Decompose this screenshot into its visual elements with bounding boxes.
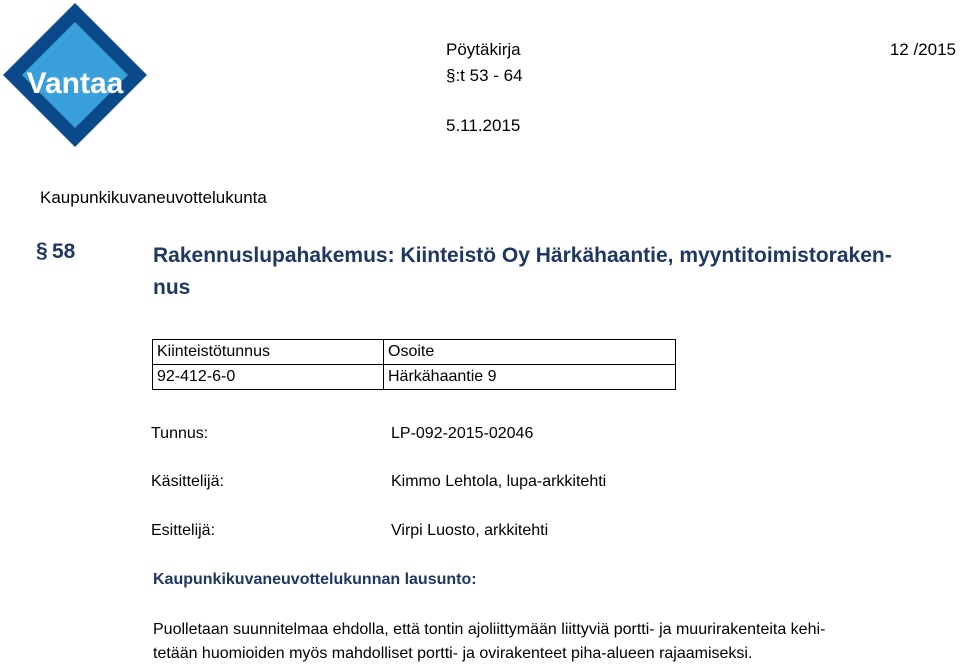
detail-label-esittelija: Esittelijä:: [151, 522, 216, 539]
committee-name: Kaupunkikuvaneuvottelukunta: [40, 188, 267, 207]
meeting-date: 5.11.2015: [446, 116, 521, 135]
section-range: §:t 53 - 64: [446, 66, 523, 85]
detail-value-esittelija: Virpi Luosto, arkkitehti: [391, 522, 549, 539]
detail-value-tunnus: LP-092-2015-02046: [391, 425, 534, 442]
table-header-cell: Osoite: [384, 340, 676, 365]
table-cell: 92-412-6-0: [153, 365, 384, 390]
detail-value-kasittelija: Kimmo Lehtola, lupa-arkkitehti: [391, 473, 607, 490]
document-number: 12 /2015: [889, 40, 956, 59]
table-header-row: [153, 340, 676, 365]
vantaa-logo: [0, 0, 150, 152]
item-title-text: Rakennuslupahakemus: Kiinteistö Oy Härkähaantie, myyntitoimistoraken- nus: [153, 244, 892, 299]
table-header-cell: Kiinteistötunnus: [153, 340, 384, 365]
table-row: [153, 365, 676, 390]
detail-label-tunnus: Tunnus:: [151, 425, 209, 442]
document-type: Pöytäkirja: [446, 40, 521, 59]
section-sign: §: [36, 239, 48, 262]
detail-label-kasittelija: Käsittelijä:: [151, 473, 224, 490]
item-number: 58: [52, 240, 76, 263]
property-table: [152, 339, 676, 390]
logo-text: Vantaa: [26, 67, 124, 100]
table-cell: Härkähaantie 9: [384, 365, 676, 390]
statement-heading: Kaupunkikuvaneuvottelukunnan lausunto:: [153, 571, 477, 588]
statement-line: Puolletaan suunnitelmaa ehdolla, että tontin ajoliittymään liittyviä portti- ja muurirakenteita kehi-: [153, 621, 826, 638]
item-title: [153, 240, 953, 304]
statement-line: tetään huomioiden myös mahdolliset portti- ja ovirakenteet piha-alueen rajaamiseksi.: [153, 645, 753, 662]
